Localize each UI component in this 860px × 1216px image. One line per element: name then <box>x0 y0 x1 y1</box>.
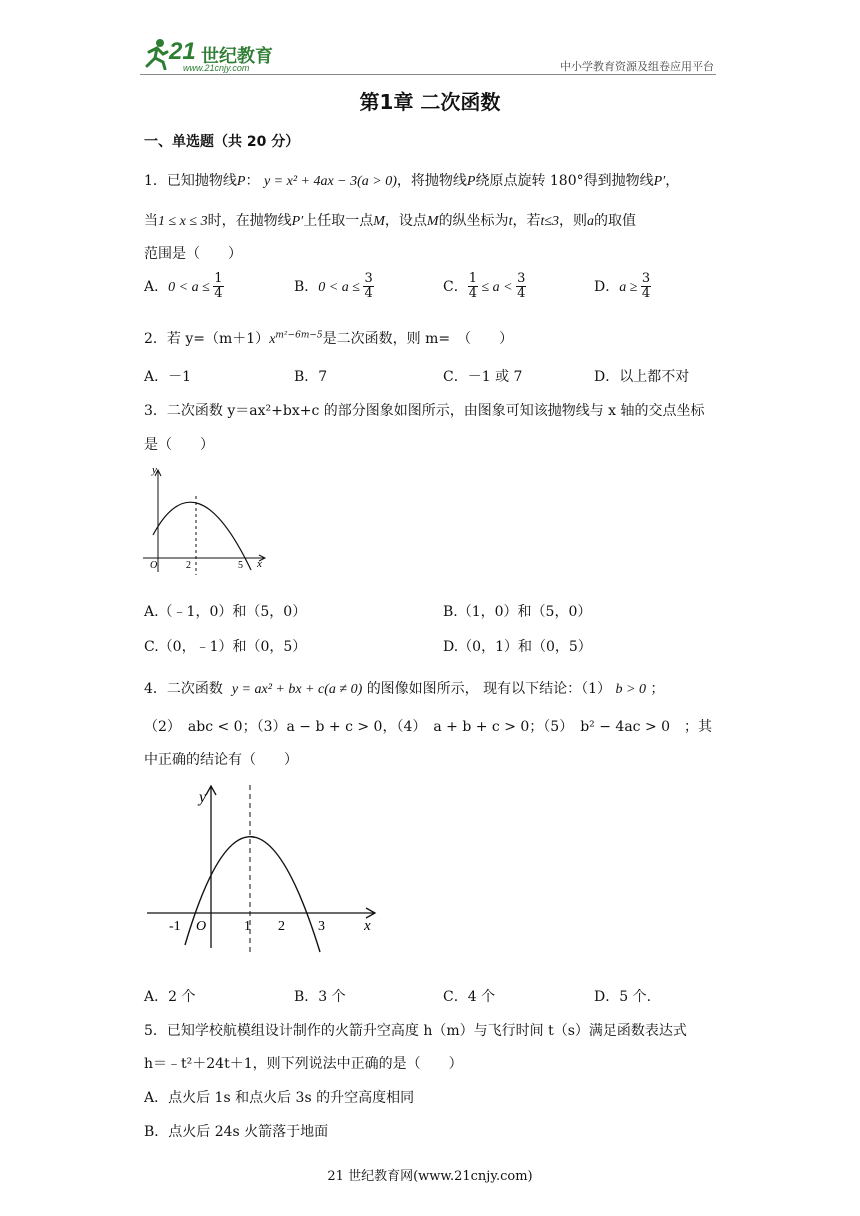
page-footer: 21 世纪教育网(www.21cnjy.com) <box>327 1169 533 1184</box>
q1-option-c[interactable]: C． $\frac{1}{4}$ ≤ a < $\frac{3}{4}$ <box>443 271 526 302</box>
q3-x-label: x <box>257 558 262 570</box>
q4-option-a[interactable]: A．2 个 <box>144 989 196 1005</box>
q3-y-label: y <box>152 464 157 476</box>
q4-option-c[interactable]: C．4 个 <box>443 989 496 1005</box>
q4-tick-2: 2 <box>278 919 285 934</box>
q1-line3: 范围是（ ） <box>144 246 242 262</box>
q3-origin: O <box>150 560 158 571</box>
q3-tick-2: 2 <box>186 560 191 571</box>
q5-line1: 5．已知学校航模组设计制作的火箭升空高度 h（m）与飞行时间 t（s）满足函数表达式 <box>144 1023 687 1039</box>
q4-line2: （2） abc < 0；（3）a − b + c > 0，（4） a + b + c > 0；（5） b² − 4ac > 0 ；其 <box>144 719 713 735</box>
q4-option-d[interactable]: D．5 个. <box>594 989 652 1005</box>
q4-line1: 4．二次函数 y = ax² + bx + c(a ≠ 0) 的图像如图所示， 现有以下结论：（1） b > 0 ； <box>144 681 665 697</box>
q2-option-a[interactable]: A．－1 <box>144 369 192 385</box>
q3-option-d[interactable]: D.（0，1）和（0，5） <box>443 639 592 655</box>
q2-option-d[interactable]: D．以上都不对 <box>594 369 690 385</box>
logo-text: 世纪教育 <box>201 46 273 67</box>
q2-stem: 2．若 $y=(m+1)x^{m^2-6m-5}$是二次函数，则 m= （ ） <box>144 330 514 347</box>
q1-line1: 1．已知抛物线P： y = x² + 4ax − 3(a > 0)，将抛物线P绕原点旋转 180°得到抛物线P′， <box>144 173 680 189</box>
q4-y-label: y <box>199 789 207 806</box>
platform-label: 中小学教育资源及组卷应用平台 <box>560 60 714 73</box>
header-divider <box>140 74 716 75</box>
section-heading: 一、单选题（共 20 分） <box>144 134 300 150</box>
q4-line3: 中正确的结论有（ ） <box>144 752 298 768</box>
q5-option-b[interactable]: B．点火后 24s 火箭落于地面 <box>144 1124 329 1140</box>
site-logo <box>143 38 283 72</box>
logo-url: www.21cnjy.com <box>183 63 250 73</box>
q3-line1: 3．二次函数 y＝ax²+bx+c 的部分图象如图所示，由图象可知该抛物线与 x 轴的交点坐标 <box>144 403 705 419</box>
runner-icon <box>143 38 169 70</box>
q5-line2: h＝﹣t²＋24t＋1，则下列说法中正确的是（ ） <box>144 1056 463 1072</box>
logo-number: 21 <box>169 38 196 65</box>
q3-option-c[interactable]: C.（0，﹣1）和（0，5） <box>144 639 307 655</box>
q5-option-a[interactable]: A．点火后 1s 和点火后 3s 的升空高度相同 <box>144 1090 415 1106</box>
q1-option-b[interactable]: B．0 < a ≤ $\frac{3}{4}$ <box>294 271 373 302</box>
q2-option-c[interactable]: C．－1 或 7 <box>443 369 523 385</box>
q4-parabola-graph <box>145 780 385 955</box>
q4-x-label: x <box>364 918 371 934</box>
q1-line2: 当1 ≤ x ≤ 3时，在抛物线P′上任取一点M，设点M的纵坐标为t，若t≤3，则a的取值 <box>144 213 637 229</box>
page-title: 第1章 二次函数 <box>359 90 501 114</box>
q2-option-b[interactable]: B．7 <box>294 369 328 385</box>
q4-tick-1: 1 <box>244 919 251 934</box>
q1-option-d[interactable]: D．a ≥ $\frac{3}{4}$ <box>594 271 651 302</box>
q3-parabola-graph <box>143 460 273 575</box>
q4-tick-neg1: -1 <box>169 919 181 934</box>
q3-tick-5: 5 <box>238 560 243 571</box>
q3-option-a[interactable]: A.（﹣1，0）和（5，0） <box>144 604 307 620</box>
q4-tick-3: 3 <box>318 919 325 934</box>
q4-option-b[interactable]: B．3 个 <box>294 989 346 1005</box>
q3-option-b[interactable]: B.（1，0）和（5，0） <box>443 604 592 620</box>
q3-line2: 是（ ） <box>144 437 214 453</box>
q1-option-a[interactable]: A．0 < a ≤ $\frac{1}{4}$ <box>144 271 223 302</box>
q4-origin: O <box>196 919 207 934</box>
